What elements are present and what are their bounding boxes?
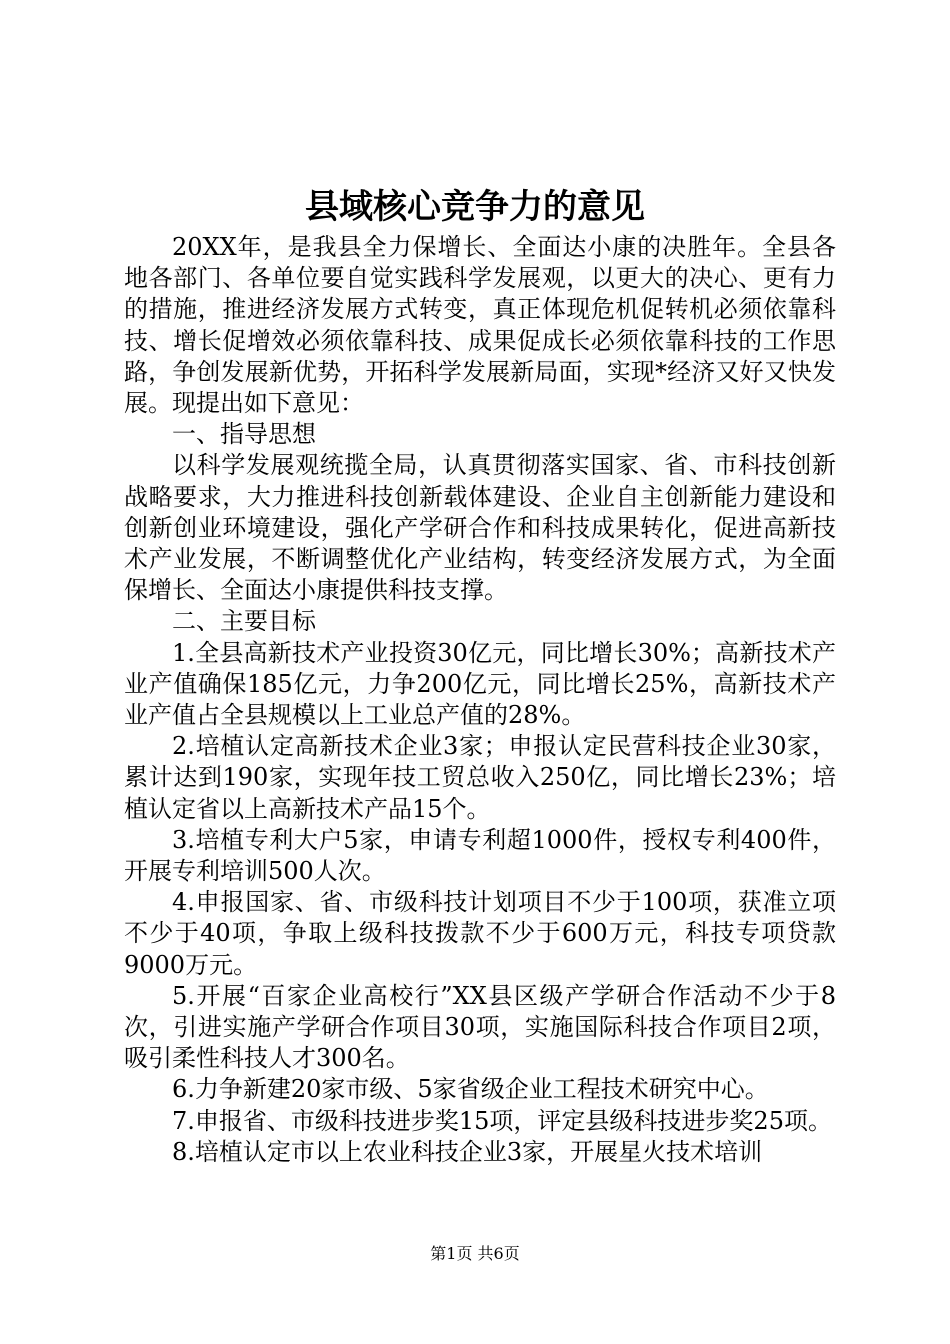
goal-item-5: 5.开展“百家企业高校行”XX县区级产学研合作活动不少于8次，引进实施产学研合作项目30项，实施国际科技合作项目2项，吸引柔性科技人才300名。 xyxy=(124,981,836,1073)
page-footer: 第1页 共6页 xyxy=(430,1244,520,1263)
document-title: 县域核心竞争力的意见 xyxy=(305,187,645,227)
goal-item-7: 7.申报省、市级科技进步奖15项，评定县级科技进步奖25项。 xyxy=(172,1106,832,1135)
section-heading-main-goals: 二、主要目标 xyxy=(172,607,316,636)
guiding-ideology-paragraph: 以科学发展观统揽全局，认真贯彻落实国家、省、市科技创新战略要求，大力推进科技创新载体建设、企业自主创新能力建设和创新创业环境建设，强化产学研合作和科技成果转化，促进高新技术产业发展，不断调整优化产业结构，转变经济发展方式，为全面保增长、全面达小康提供科技支撑。 xyxy=(124,451,836,605)
goal-item-3: 3.培植专利大户5家，申请专利超1000件，授权专利400件，开展专利培训500人次。 xyxy=(124,825,836,886)
goal-item-6: 6.力争新建20家市级、5家省级企业工程技术研究中心。 xyxy=(172,1075,769,1104)
document-body xyxy=(124,232,836,1168)
goal-item-2: 2.培植认定高新技术企业3家；申报认定民营科技企业30家，累计达到190家，实现年技工贸总收入250亿，同比增长23%；培植认定省以上高新技术产品15个。 xyxy=(124,732,836,823)
goal-item-4: 4.申报国家、省、市级科技计划项目不少于100项，获准立项不少于40项，争取上级科技拨款不少于600万元，科技专项贷款9000万元。 xyxy=(124,888,836,979)
section-heading-guiding-ideology: 一、指导思想 xyxy=(172,420,316,449)
goal-item-8: 8.培植认定市以上农业科技企业3家，开展星火技术培训 xyxy=(172,1137,763,1166)
intro-paragraph: 20XX年，是我县全力保增长、全面达小康的决胜年。全县各地各部门、各单位要自觉实践科学发展观，以更大的决心、更有力的措施，推进经济发展方式转变，真正体现危机促转机必须依靠科技、增长促增效必须依靠科技、成果促成长必须依靠科技的工作思路，争创发展新优势，开拓科学发展新局面，实现*经济又好又快发展。现提出如下意见： xyxy=(124,233,836,418)
goal-item-1: 1.全县高新技术产业投资30亿元，同比增长30%；高新技术产业产值确保185亿元，力争200亿元，同比增长25%，高新技术产业产值占全县规模以上工业总产值的28%。 xyxy=(124,638,836,730)
